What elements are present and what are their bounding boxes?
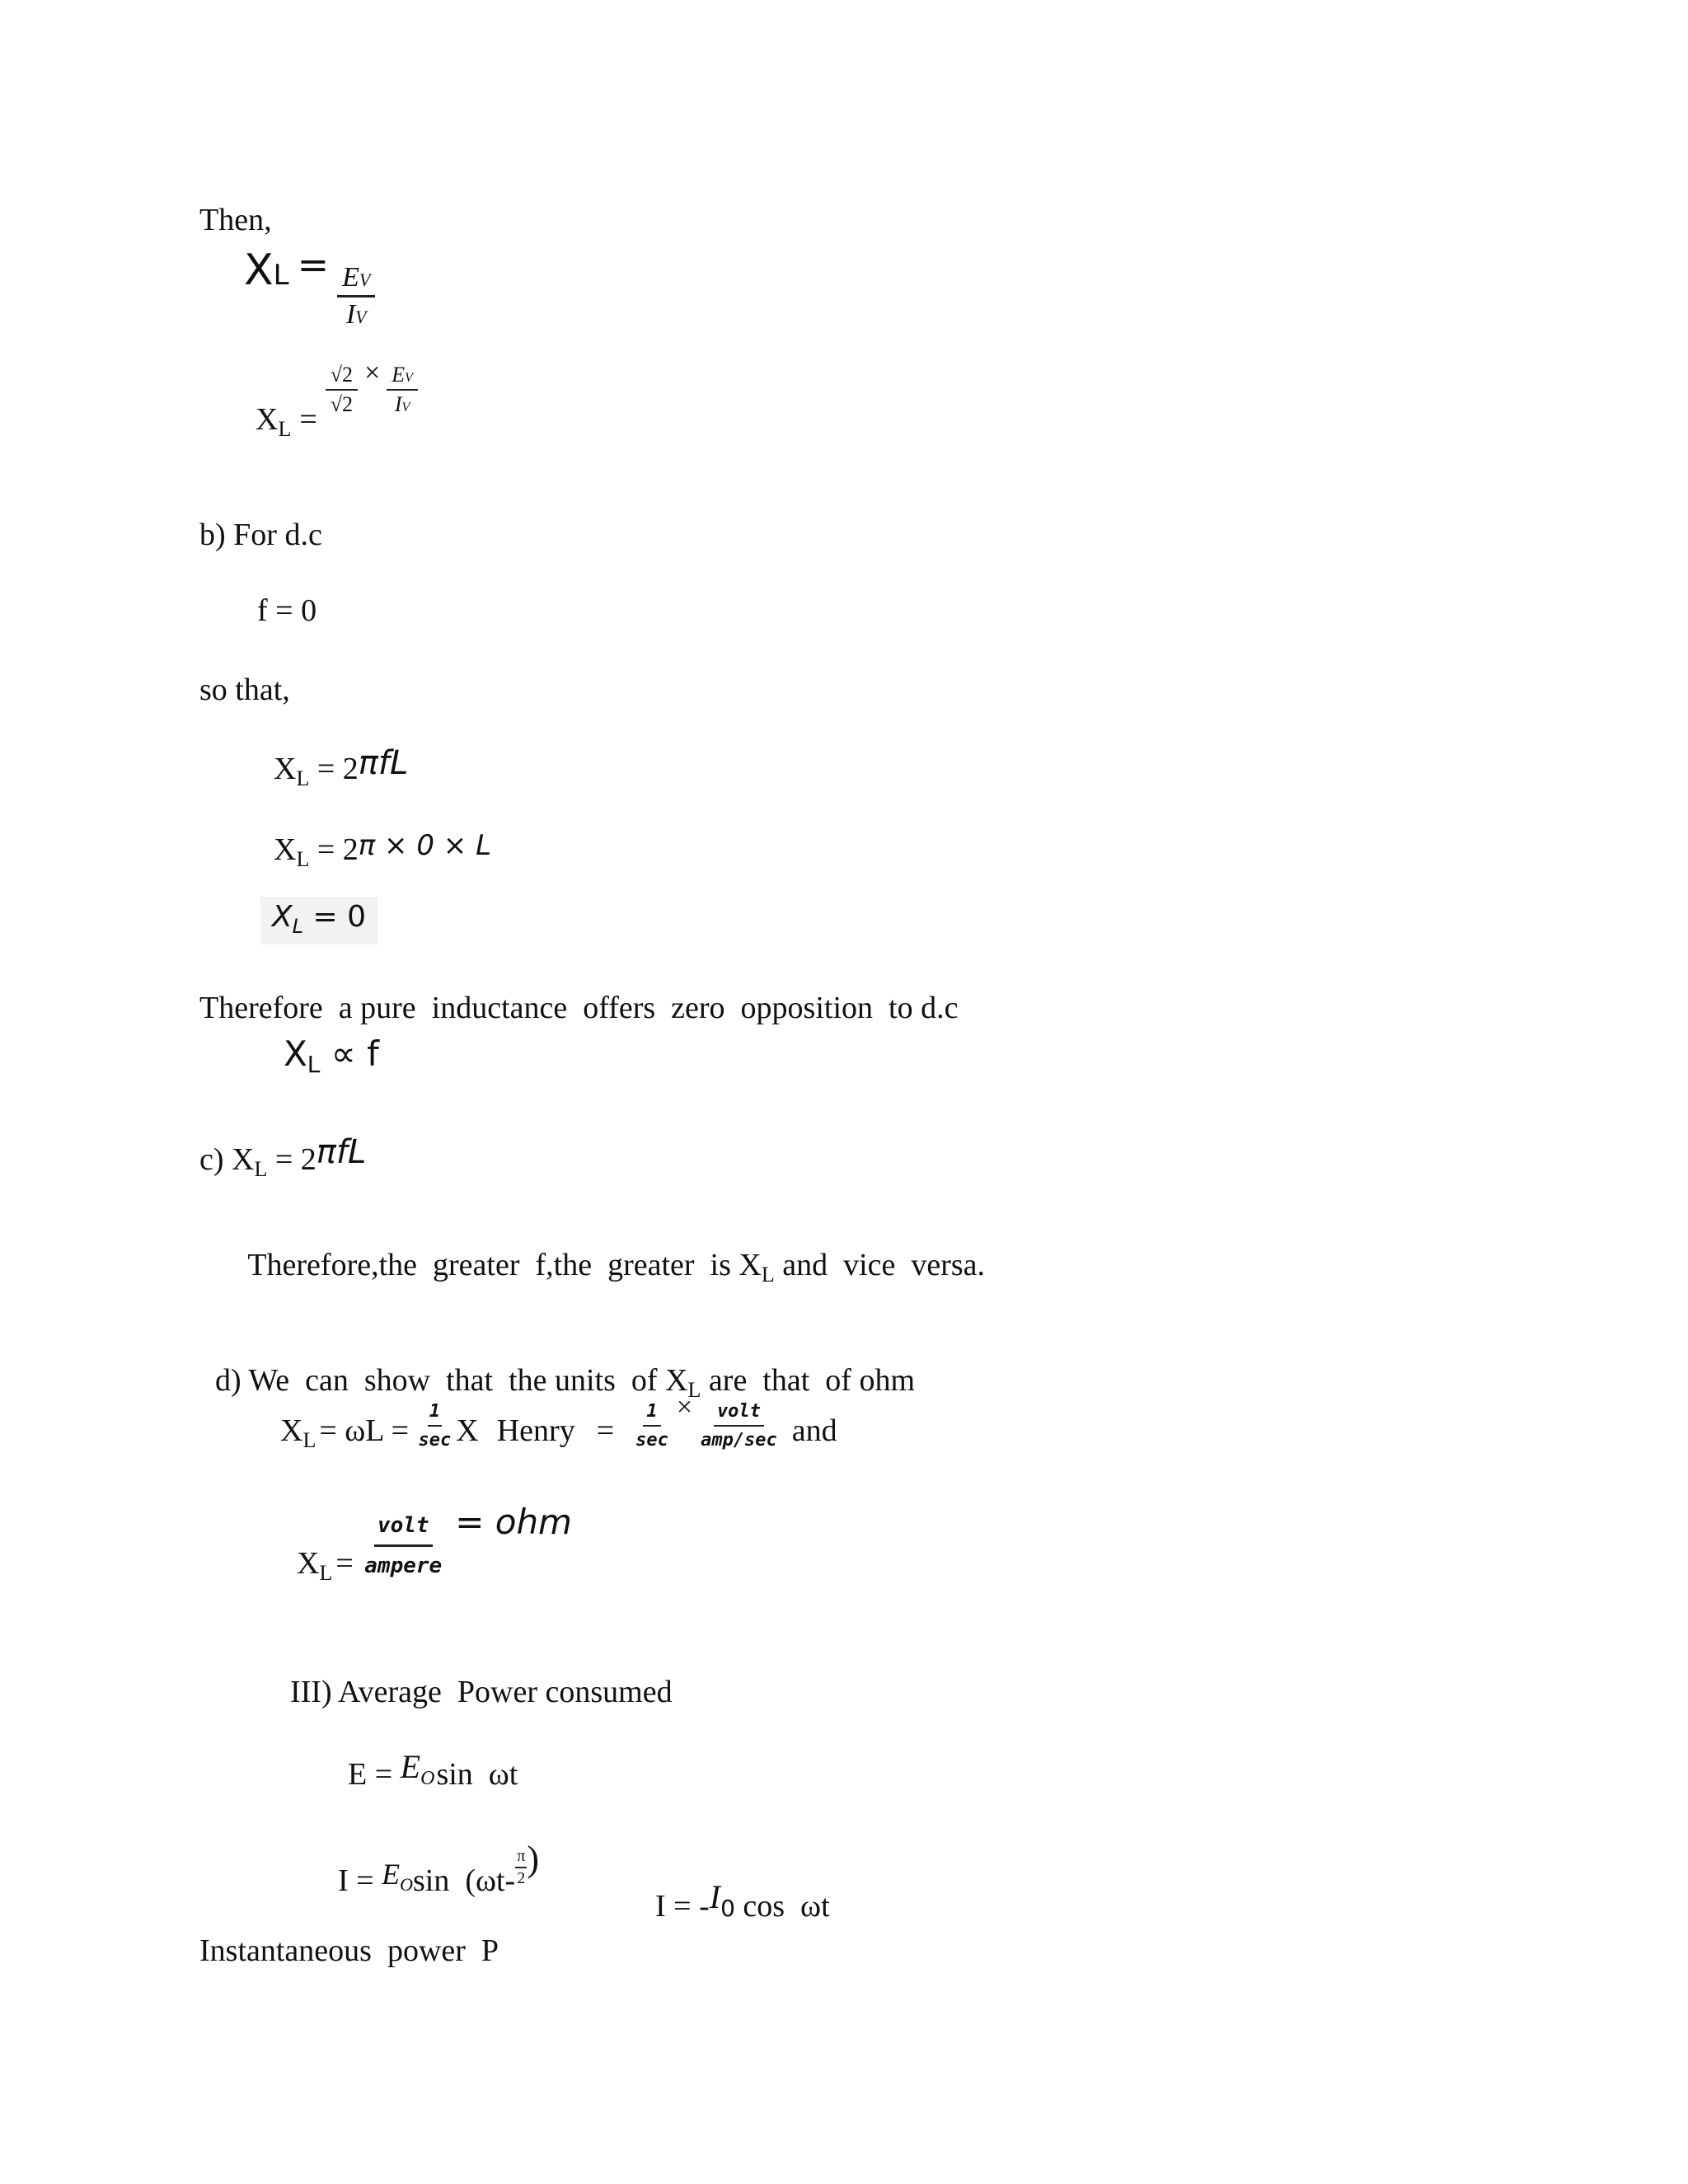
equation-f-zero: f = 0 (257, 593, 317, 628)
equation-xl-proportional-f: XL ∝ f (284, 1033, 379, 1078)
fraction-ev-iv: $\frac{EV}{IV}$ (337, 262, 375, 330)
fraction-pi-2: $\frac{\pi}{2}$ (517, 1847, 526, 1888)
text-so-that: so that, (199, 673, 290, 707)
xl-symbol: XL (244, 246, 289, 295)
heading-section-iii: III) Average Power consumed (290, 1675, 673, 1709)
ohm-text: = ohm (455, 1502, 572, 1543)
equation-xl-2pifl: $X_L = 2\pi fL$ (274, 744, 409, 790)
equals-sign: = (297, 242, 330, 287)
text-therefore-dc: Therefore a pure inductance offers zero opposition to d.c (199, 991, 959, 1025)
text-instantaneous-power: Instantaneous power P (199, 1933, 499, 1968)
equals-sign: = (596, 1413, 615, 1448)
xl-symbol: $X_L$ (297, 1546, 333, 1586)
xl-symbol: $X_L$ (256, 401, 292, 441)
equation-xl-zero: XL = 0 (260, 897, 377, 944)
henry-text: Henry (496, 1413, 575, 1448)
fraction-root2: $\frac{√2}{√2}$ (326, 363, 358, 417)
xl-symbol: $X_L$ (280, 1413, 316, 1452)
and-text: and (791, 1413, 837, 1448)
fraction-volt-ampere: $\frac{\text{volt}}{\text{ampere}}$ (364, 1513, 443, 1578)
equation-xl-root2 (256, 357, 418, 441)
equation-xl-omega-l (280, 1391, 837, 1452)
fraction-volt-amp-sec: $\frac{\text{volt}}{\text{amp/sec}}$ (701, 1401, 777, 1451)
times-sign: × (364, 357, 381, 388)
equals-sign: = (335, 1546, 362, 1582)
equation-xl-2pi-0-l: $X_L = 2\pi \times 0 \times L$ (274, 829, 492, 871)
fraction-1-sec: $\frac{1}{\sec}$ (418, 1401, 452, 1451)
heading-part-b: b) For d.c (199, 518, 322, 552)
omega-l-text: = ωL = (319, 1413, 417, 1448)
equation-i-sin (338, 1835, 539, 1898)
fraction-1-sec-b: $\frac{1}{\sec}$ (635, 1401, 668, 1451)
equation-e-sin: E = EOsin ωt (348, 1748, 518, 1792)
equation-i-cos: I = -I0 cos ωt (655, 1878, 830, 1924)
e0-subscript: O (400, 1874, 413, 1895)
x-sign: X (456, 1413, 479, 1448)
close-paren: ) (527, 1839, 539, 1879)
e0-symbol: E (382, 1858, 401, 1891)
text-therefore-f: Therefore,the greater f,the greater is $X_L$ and vice versa. (247, 1248, 986, 1286)
times-sign: × (676, 1391, 693, 1422)
equation-xl-ev-iv (244, 242, 375, 330)
equation-xl-ohm (297, 1502, 572, 1586)
heading-part-d: d) We can show that the units of $X_L$ are that of ohm (215, 1363, 916, 1402)
heading-part-c: c) $X_L = 2\pi fL$ (199, 1133, 367, 1181)
equals-sign: = (299, 401, 317, 437)
fraction-ev-iv-small: $\frac{EV}{IV}$ (387, 363, 418, 417)
sin-text: sin (ωt- (412, 1863, 516, 1898)
i-equals: I = (338, 1863, 382, 1898)
text-then: Then, (199, 203, 272, 237)
